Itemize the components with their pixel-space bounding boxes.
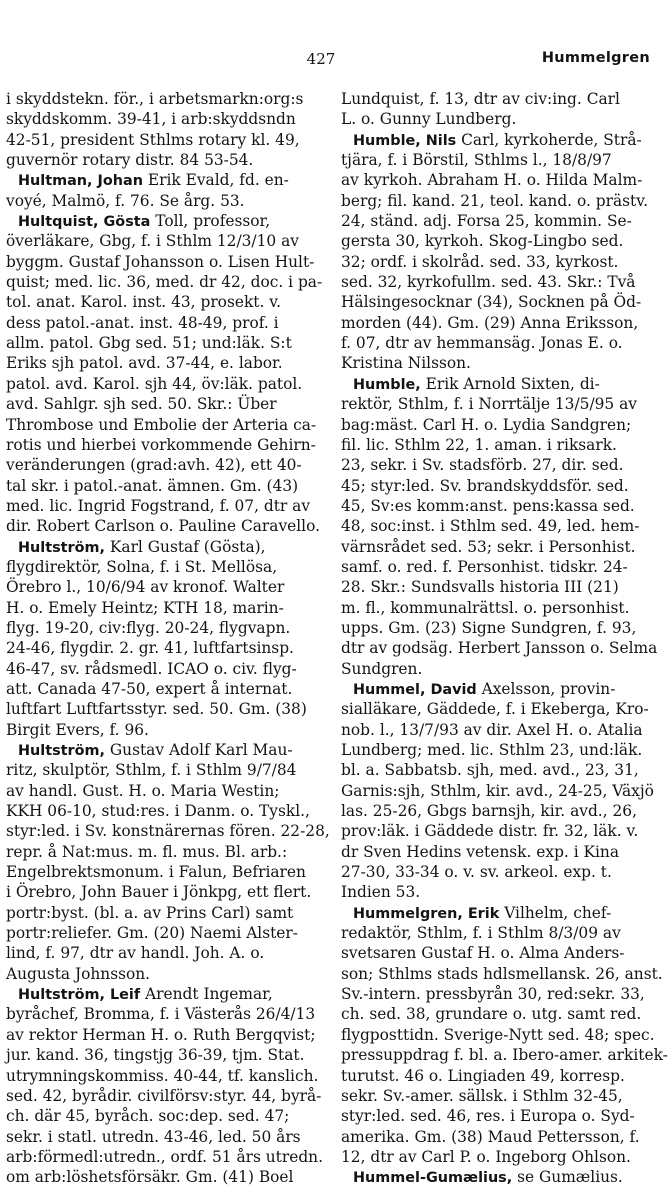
entry-name: Hummel-Gumælius,	[353, 1170, 513, 1187]
entry-heading-line	[6, 984, 300, 1004]
text-line: redaktör, Sthlm, f. i Sthlm 8/3/09 av	[341, 924, 621, 943]
entry-text: Carl, kyrkoherde, Strå-	[456, 130, 642, 149]
page-number: 427	[306, 50, 336, 68]
text-line: 28. Skr.: Sundsvalls historia III (21)	[341, 578, 619, 597]
text-line: av handl. Gust. H. o. Maria Westin;	[6, 781, 280, 800]
entry-name: Hummel, David	[353, 681, 477, 698]
text-line: styr:led. sed. 46, res. i Europa o. Syd-	[341, 1107, 635, 1126]
text-line: Garnis:sjh, Sthlm, kir. avd., 24-25, Växjö	[341, 781, 654, 800]
entry-text: Axelsson, provin-	[476, 679, 616, 698]
text-line: Indien 53.	[341, 883, 421, 902]
entry-heading-line	[341, 903, 635, 923]
text-line: Lundberg; med. lic. Sthlm 23, und:läk.	[341, 741, 643, 759]
entry-name: Hultman, Johan	[18, 173, 143, 190]
entry-heading-line	[6, 537, 300, 557]
text-line: upps. Gm. (23) Signe Sundgren, f. 93,	[341, 618, 637, 637]
text-line: flygdirektör, Solna, f. i St. Mellösa,	[6, 557, 278, 576]
text-line: gersta 30, kyrkoh. Skog-Lingbo sed.	[341, 232, 624, 251]
entry-name: Hultström,	[18, 743, 105, 759]
text-line: dtr av godsäg. Herbert Jansson o. Selma	[341, 639, 658, 658]
text-line: 24, ständ. adj. Forsa 25, kommin. Se-	[341, 212, 632, 231]
text-line: jur. kand. 36, tingstjg 36-39, tjm. Stat.	[6, 1046, 305, 1065]
text-line: ch. sed. 38, grundare o. utg. samt red.	[341, 1005, 642, 1024]
text-line: fil. lic. Sthlm 22, 1. aman. i riksark.	[341, 435, 617, 454]
text-line: utrymningskommiss. 40-44, tf. kanslich.	[6, 1066, 319, 1085]
text-line: ch. där 45, byråch. soc:dep. sed. 47;	[6, 1107, 290, 1126]
text-line: byråchef, Bromma, f. i Västerås 26/4/13	[6, 1005, 316, 1024]
right-column	[341, 89, 668, 1188]
text-line: KKH 06-10, stud:res. i Danm. o. Tyskl.,	[6, 802, 310, 821]
text-line: bl. a. Sabbatsb. sjh, med. avd., 23, 31,	[341, 761, 639, 780]
text-line: 45, Sv:es komm:anst. pens:kassa sed.	[341, 496, 635, 515]
entry-text: Vilhelm, chef-	[499, 903, 612, 922]
text-line: son; Sthlms stads hdlsmellansk. 26, anst.	[341, 964, 663, 983]
text-line: 24-46, flygdir. 2. gr. 41, luftfartsinsp.	[6, 639, 294, 658]
text-line: i skyddstekn. för., i arbetsmarkn:org:s	[6, 90, 304, 108]
entry-heading-line	[6, 211, 300, 231]
text-line: Sv.-intern. pressbyrån 30, red:sekr. 33,	[341, 985, 645, 1004]
text-line: sekr. Sv.-amer. sällsk. i Sthlm 32-45,	[341, 1086, 623, 1105]
entry-heading-line	[341, 679, 635, 699]
entry-heading-line	[6, 170, 300, 190]
text-line: patol. avd. Karol. sjh 44, öv:läk. patol.	[6, 374, 303, 393]
text-line: av kyrkoh. Abraham H. o. Hilda Malm-	[341, 171, 643, 190]
text-line: 32; ordf. i skolråd. sed. 33, kyrkost.	[341, 252, 619, 271]
text-line: lind, f. 97, dtr av handl. Joh. A. o.	[6, 944, 265, 963]
entry-text: se Gumælius.	[512, 1168, 623, 1187]
text-line: 23, sekr. i Sv. stadsförb. 27, dir. sed.	[341, 456, 624, 475]
text-line: skyddskomm. 39-41, i arb:skyddsndn	[6, 110, 296, 129]
text-line: Lundquist, f. 13, dtr av civ:ing. Carl	[341, 90, 620, 108]
text-line: överläkare, Gbg, f. i Sthlm 12/3/10 av	[6, 232, 299, 251]
text-line: Örebro l., 10/6/94 av kronof. Walter	[6, 578, 285, 597]
text-line: Engelbrektsmonum. i Falun, Befriaren	[6, 863, 306, 882]
text-line: portr:byst. (bl. a. av Prins Carl) samt	[6, 903, 294, 922]
text-line: tol. anat. Karol. inst. 43, prosekt. v.	[6, 293, 282, 312]
text-line: i Örebro, John Bauer i Jönkpg, ett flert.	[6, 883, 312, 902]
text-line: sekr. i statl. utredn. 43-46, led. 50 års	[6, 1127, 301, 1146]
entry-text: Karl Gustaf (Gösta),	[105, 537, 266, 556]
text-line: om arb:löshetsförsäkr. Gm. (41) Boel	[6, 1168, 294, 1187]
text-line: flyg. 19-20, civ:flyg. 20-24, flygvapn.	[6, 618, 291, 637]
text-line: Hälsingesocknar (34), Socknen på Öd-	[341, 293, 642, 312]
text-line: ritz, skulptör, Sthlm, f. i Sthlm 9/7/84	[6, 761, 297, 780]
text-line: 42-51, president Sthlms rotary kl. 49,	[6, 130, 300, 149]
text-line: samf. o. red. f. Personhist. tidskr. 24-	[341, 557, 628, 576]
text-line: Sundgren.	[341, 659, 423, 678]
text-line: att. Canada 47-50, expert å internat.	[6, 679, 293, 698]
text-line: voyé, Malmö, f. 76. Se årg. 53.	[6, 191, 245, 210]
text-line: nob. l., 13/7/93 av dir. Axel H. o. Atalia	[341, 720, 643, 739]
entry-heading-line	[341, 1167, 635, 1187]
text-line: morden (44). Gm. (29) Anna Eriksson,	[341, 313, 639, 332]
entry-heading-line	[341, 130, 642, 150]
text-line: 12, dtr av Carl P. o. Ingeborg Ohlson.	[341, 1147, 631, 1166]
entry-name: Humble,	[353, 376, 421, 393]
text-line: guvernör rotary distr. 84 53-54.	[6, 151, 254, 170]
text-line: dir. Robert Carlson o. Pauline Caravello.	[6, 517, 320, 536]
text-line: portr:reliefer. Gm. (20) Naemi Alster-	[6, 924, 298, 943]
text-line: sialläkare, Gäddede, f. i Ekeberga, Kro-	[341, 700, 649, 719]
text-line: arb:förmedl:utredn., ordf. 51 års utredn.	[6, 1147, 323, 1166]
text-line: 45; styr:led. Sv. brandskyddsför. sed.	[341, 476, 629, 495]
text-line: tjära, f. i Börstil, Sthlms l., 18/8/97	[341, 151, 612, 170]
text-line: 27-30, 33-34 o. v. sv. arkeol. exp. t.	[341, 863, 612, 882]
entry-name: Hultström,	[18, 539, 105, 556]
text-line: amerika. Gm. (38) Maud Pettersson, f.	[341, 1127, 640, 1146]
entry-text: Erik Arnold Sixten, di-	[420, 374, 600, 393]
text-line: sed. 42, byrådir. civilförsv:styr. 44, byrå-	[6, 1086, 322, 1105]
text-line: rektör, Sthlm, f. i Norrtälje 13/5/95 av	[341, 395, 637, 414]
text-line: luftfart Luftfartsstyr. sed. 50. Gm. (38)	[6, 700, 307, 719]
text-line: 48, soc:inst. i Sthlm sed. 49, led. hem-	[341, 517, 640, 536]
text-line: repr. å Nat:mus. m. fl. mus. Bl. arb.:	[6, 842, 288, 861]
text-line: Kristina Nilsson.	[341, 354, 471, 373]
text-line: flygposttidn. Sverige-Nytt sed. 48; spec.	[341, 1025, 655, 1044]
text-line: quist; med. lic. 36, med. dr 42, doc. i pa-	[6, 273, 323, 292]
entry-name: Hummelgren, Erik	[353, 905, 500, 922]
text-line: värnsrådet sed. 53; sekr. i Personhist.	[341, 537, 636, 556]
text-line: H. o. Emely Heintz; KTH 18, marin-	[6, 598, 284, 617]
text-line: tal skr. i patol.-anat. ämnen. Gm. (43)	[6, 476, 299, 495]
text-line: f. 07, dtr av hemmansäg. Jonas E. o.	[341, 334, 623, 353]
text-line: byggm. Gustaf Johansson o. Lisen Hult-	[6, 252, 315, 271]
entry-heading-line	[341, 374, 635, 394]
text-line: sed. 32, kyrkofullm. sed. 43. Skr.: Två	[341, 273, 636, 292]
entry-heading-line	[6, 740, 300, 760]
left-column	[6, 89, 330, 1188]
entry-name: Hultström, Leif	[18, 987, 141, 1004]
text-line: dr Sven Hedins vetensk. exp. i Kina	[341, 842, 620, 861]
entry-text: Erik Evald, fd. en-	[142, 171, 289, 190]
text-line: turutst. 46 o. Lingiaden 49, korresp.	[341, 1066, 625, 1085]
text-line: veränderungen (grad:avh. 42), ett 40-	[6, 456, 302, 475]
text-line: med. lic. Ingrid Fogstrand, f. 07, dtr av	[6, 496, 311, 515]
text-line: styr:led. i Sv. konstnärernas fören. 22-28,	[6, 822, 330, 841]
text-line: Eriks sjh patol. avd. 37-44, e. labor.	[6, 354, 283, 373]
text-line: pressuppdrag f. bl. a. Ibero-amer. arkitek-	[341, 1046, 668, 1065]
text-line: av rektor Herman H. o. Ruth Bergqvist;	[6, 1025, 316, 1044]
entry-text: Toll, professor,	[150, 212, 271, 231]
text-line: Thrombose und Embolie der Arteria ca-	[6, 415, 317, 434]
text-line: L. o. Gunny Lundberg.	[341, 110, 517, 129]
text-line: svetsaren Gustaf H. o. Alma Anders-	[341, 944, 625, 963]
text-line: bag:mäst. Carl H. o. Lydia Sandgren;	[341, 415, 632, 434]
entry-text: Gustav Adolf Karl Mau-	[105, 741, 293, 759]
text-line: m. fl., kommunalrättsl. o. personhist.	[341, 598, 630, 617]
text-line: las. 25-26, Gbgs barnsjh, kir. avd., 26,	[341, 802, 637, 821]
text-line: berg; fil. kand. 21, teol. kand. o. prästv.	[341, 191, 648, 210]
running-head: Hummelgren	[541, 50, 650, 66]
text-line: rotis und hierbei vorkommende Gehirn-	[6, 435, 316, 454]
text-line: avd. Sahlgr. sjh sed. 50. Skr.: Über	[6, 395, 277, 414]
text-line: prov:läk. i Gäddede distr. fr. 32, läk. v.	[341, 822, 639, 841]
text-line: allm. patol. Gbg sed. 51; und:läk. S:t	[6, 334, 292, 353]
text-line: 46-47, sv. rådsmedl. ICAO o. civ. flyg-	[6, 659, 297, 678]
entry-name: Humble, Nils	[353, 132, 457, 149]
text-line: Birgit Evers, f. 96.	[6, 720, 149, 739]
text-line: dess patol.-anat. inst. 48-49, prof. i	[6, 313, 279, 332]
text-line: Augusta Johnsson.	[6, 964, 151, 983]
entry-name: Hultquist, Gösta	[18, 214, 151, 231]
entry-text: Arendt Ingemar,	[140, 985, 273, 1004]
